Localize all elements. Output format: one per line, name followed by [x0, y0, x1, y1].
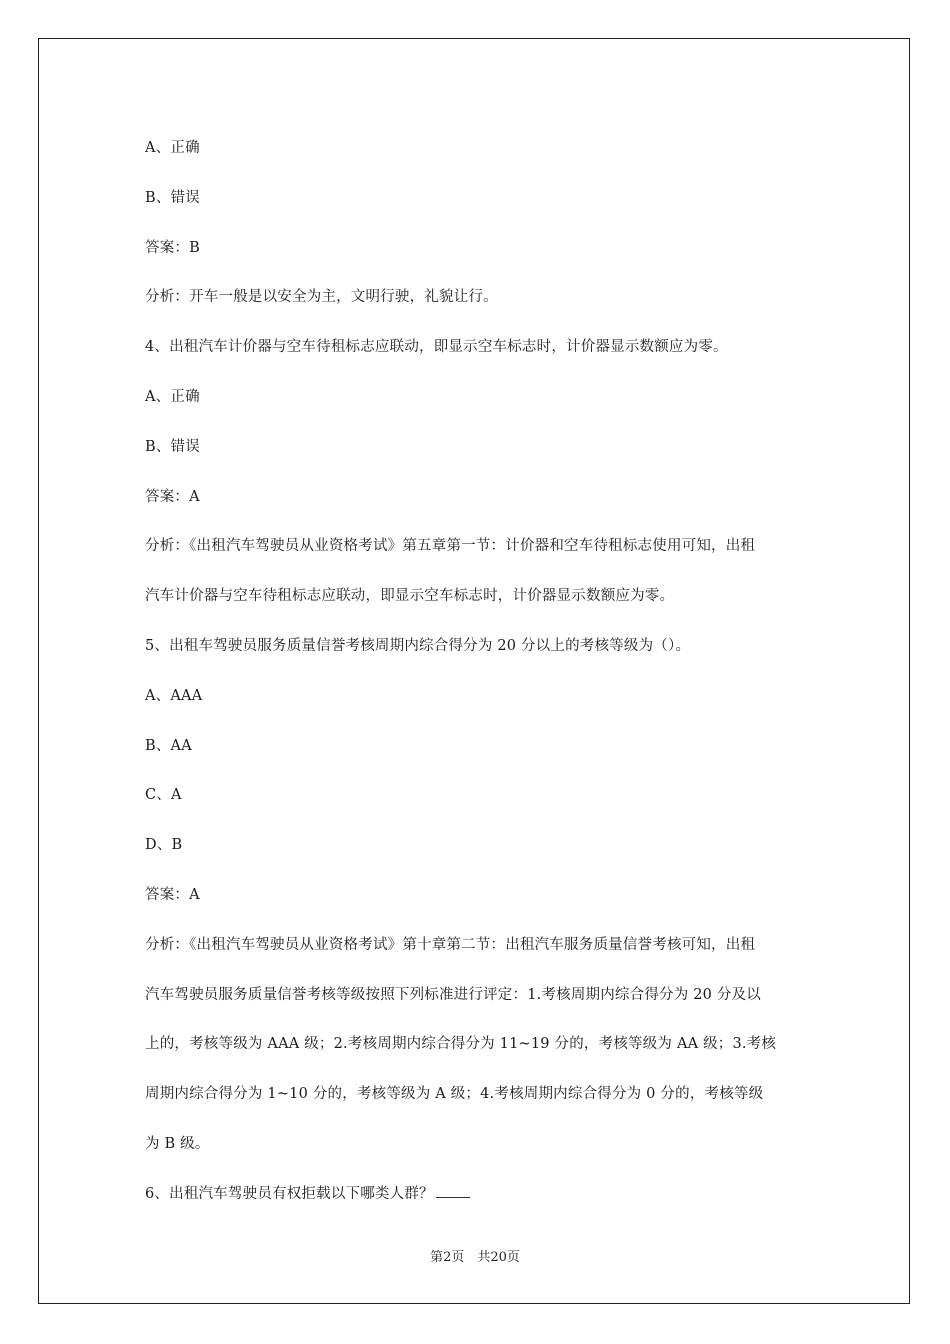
analysis-q4-line1: 分析：《出租汽车驾驶员从业资格考试》第五章第一节：计价器和空车待租标志使用可知，出租 [145, 538, 756, 555]
answer-q4: 答案：A [145, 488, 200, 505]
analysis-q5-line3: 上的，考核等级为 AAA 级；2.考核周期内综合得分为 11~19 分的，考核等级为 AA 级；3.考核 [145, 1036, 777, 1053]
option-d-q5: D、B [145, 837, 183, 854]
option-c-q5: C、A [145, 787, 182, 804]
question-6 [145, 1170, 815, 1220]
analysis-q5-line5: 为 B 级。 [145, 1135, 210, 1152]
option-a-q4: A、正确 [145, 388, 200, 405]
option-b-q5: B、AA [145, 737, 192, 754]
option-b-q3: B、错误 [145, 189, 200, 206]
question-5: 5、出租车驾驶员服务质量信誉考核周期内综合得分为 20 分以上的考核等级为（）。 [145, 637, 691, 654]
question-4: 4、出租汽车计价器与空车待租标志应联动，即显示空车标志时，计价器显示数额应为零。 [145, 339, 728, 356]
option-a-q3: A、正确 [145, 140, 200, 156]
option-b-q4: B、错误 [145, 438, 200, 455]
answer-q3: 答案：B [145, 239, 200, 256]
page-number-footer: 第2页 共20页 [430, 1250, 520, 1265]
analysis-q5-line1: 分析：《出租汽车驾驶员从业资格考试》第十章第二节：出租汽车服务质量信誉考核可知，出租 [145, 936, 756, 953]
analysis-q4-line2: 汽车计价器与空车待租标志应联动，即显示空车标志时，计价器显示数额应为零。 [145, 588, 675, 605]
answer-blank [436, 1183, 470, 1198]
analysis-q5-line2: 汽车驾驶员服务质量信誉考核等级按照下列标准进行评定：1.考核周期内综合得分为 20 分及以 [145, 986, 761, 1003]
document-body [145, 124, 815, 1220]
answer-q5: 答案：A [145, 886, 200, 903]
analysis-q5-line4: 周期内综合得分为 1~10 分的，考核等级为 A 级；4.考核周期内综合得分为 0 分的，考核等级 [145, 1086, 764, 1103]
question-6-text: 6、出租汽车驾驶员有权拒载以下哪类人群？ [145, 1185, 434, 1202]
option-a-q5: A、AAA [145, 687, 203, 704]
analysis-q3: 分析：开车一般是以安全为主，文明行驶，礼貌让行。 [145, 289, 498, 306]
